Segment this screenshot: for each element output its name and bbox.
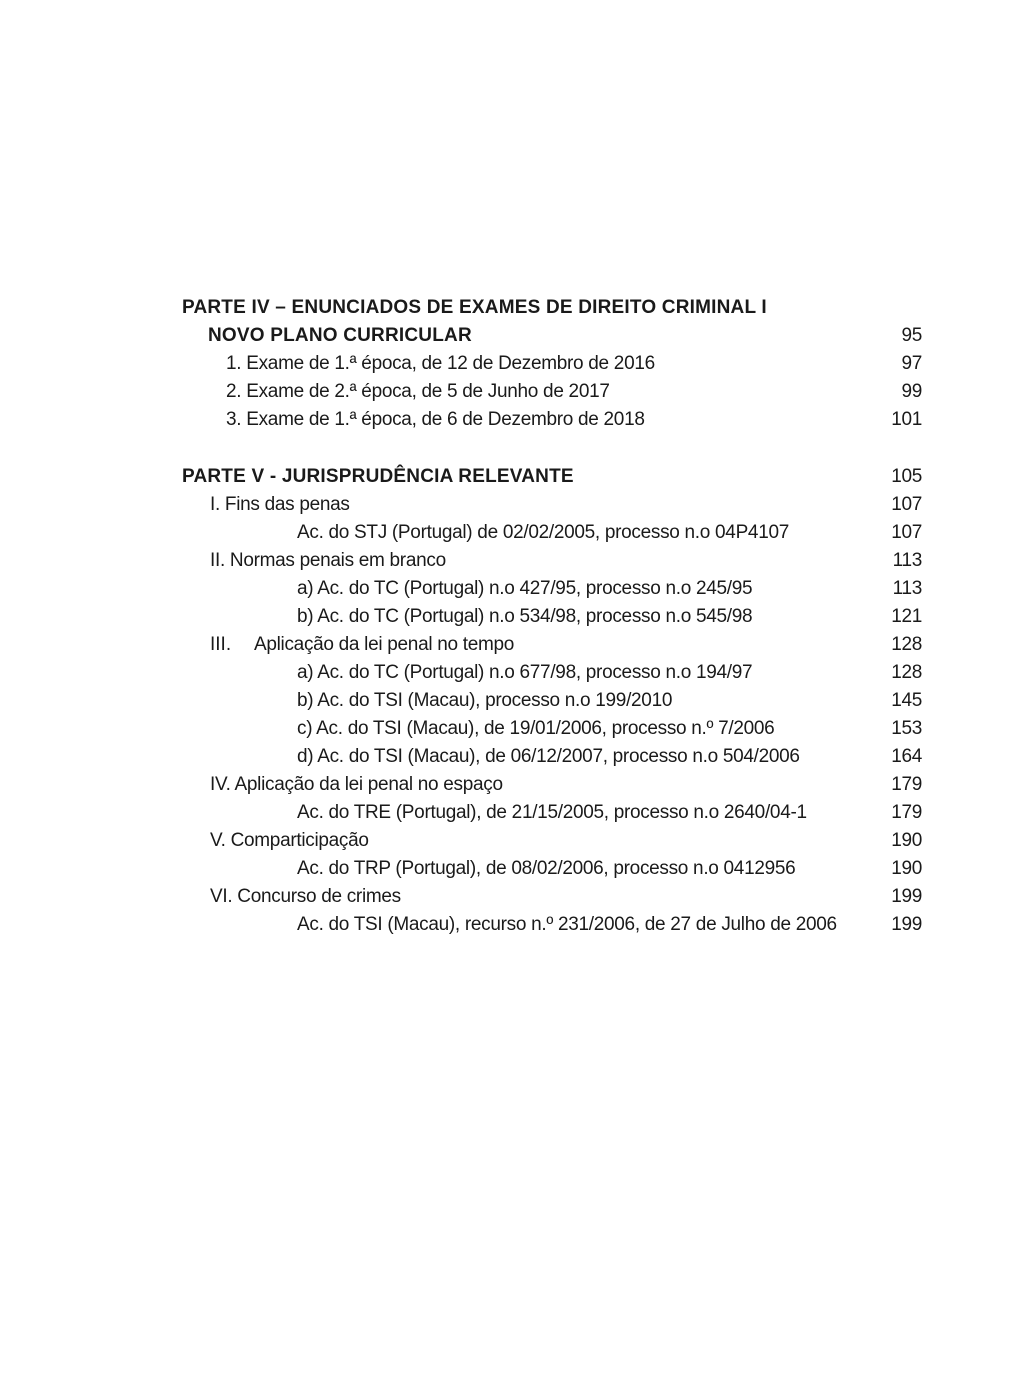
page-number: 107 [891,494,922,515]
heading-title: PARTE IV – ENUNCIADOS DE EXAMES DE DIREITO CRIMINAL I [182,297,767,318]
entry-label: a) Ac. do TC (Portugal) n.o 677/98, processo n.o 194/97 [297,662,753,683]
entry-label: 2. Exame de 2.ª época, de 5 de Junho de 2017 [226,381,610,402]
section-label: IV. Aplicação da lei penal no espaço [210,774,503,795]
section-label: V. Comparticipação [210,830,369,851]
page-number: 95 [901,325,922,346]
entry-label: a) Ac. do TC (Portugal) n.o 427/95, processo n.o 245/95 [297,578,753,599]
entry-label: Ac. do TRP (Portugal), de 08/02/2006, processo n.o 0412956 [297,858,796,879]
toc-entry [0,659,1024,687]
toc-entry [0,603,1024,631]
page-number: 128 [891,662,922,683]
toc-heading-parte-iv [0,294,1024,322]
toc-entry [0,575,1024,603]
toc-entry [0,855,1024,883]
page-number: 190 [891,830,922,851]
page-number: 97 [901,353,922,374]
toc-entry [0,799,1024,827]
toc-heading-parte-iv-subtitle [0,322,1024,350]
section-label: I. Fins das penas [210,494,350,515]
toc-section [0,827,1024,855]
toc-entry [0,715,1024,743]
toc-entry [0,687,1024,715]
section-label: II. Normas penais em branco [210,550,446,571]
page-number: 105 [891,466,922,487]
section-label: VI. Concurso de crimes [210,886,401,907]
entry-label: 3. Exame de 1.ª época, de 6 de Dezembro de 2018 [226,409,645,430]
entry-label: c) Ac. do TSI (Macau), de 19/01/2006, processo n.º 7/2006 [297,718,775,739]
toc-heading-parte-v [0,463,1024,491]
section-label: Aplicação da lei penal no tempo [254,634,515,655]
page-number: 199 [891,914,922,935]
page-number: 121 [891,606,922,627]
page-number: 199 [891,886,922,907]
page-number: 113 [892,550,922,571]
section-number: III. [210,634,232,655]
page-number: 145 [891,690,922,711]
page-number: 113 [892,578,922,599]
toc-section [0,547,1024,575]
page-number: 128 [891,634,922,655]
page-number: 179 [891,774,922,795]
entry-label: b) Ac. do TC (Portugal) n.o 534/98, processo n.o 545/98 [297,606,753,627]
toc-entry [0,743,1024,771]
page-number: 99 [901,381,922,402]
toc-section [0,771,1024,799]
entry-label: 1. Exame de 1.ª época, de 12 de Dezembro de 2016 [226,353,655,374]
toc-section [0,631,1024,659]
toc-entry [0,378,1024,406]
entry-label: d) Ac. do TSI (Macau), de 06/12/2007, processo n.o 504/2006 [297,746,800,767]
toc-entry [0,350,1024,378]
page-number: 107 [891,522,922,543]
page-number: 179 [891,802,922,823]
toc-section [0,491,1024,519]
page-number: 101 [891,409,922,430]
toc-entry [0,406,1024,434]
page-number: 164 [891,746,922,767]
heading-subtitle: NOVO PLANO CURRICULAR [208,325,472,346]
page-number: 190 [891,858,922,879]
page-number: 153 [891,718,922,739]
entry-label: Ac. do TSI (Macau), recurso n.º 231/2006, de 27 de Julho de 2006 [297,914,837,935]
toc-entry [0,911,1024,939]
heading-title: PARTE V - JURISPRUDÊNCIA RELEVANTE [182,466,574,487]
entry-label: b) Ac. do TSI (Macau), processo n.o 199/2010 [297,690,673,711]
toc-section [0,883,1024,911]
entry-label: Ac. do STJ (Portugal) de 02/02/2005, processo n.o 04P4107 [297,522,790,543]
toc-entry [0,519,1024,547]
entry-label: Ac. do TRE (Portugal), de 21/15/2005, processo n.o 2640/04-1 [297,802,807,823]
